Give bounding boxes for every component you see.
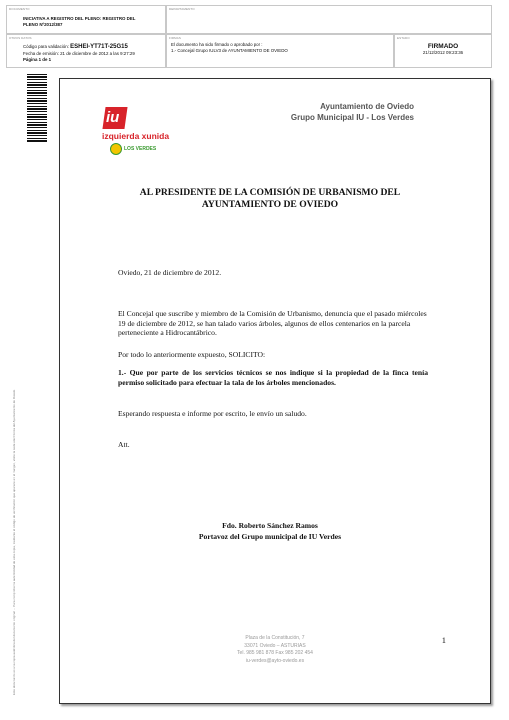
title-line2: AYUNTAMIENTO DE OVIEDO	[201, 199, 339, 210]
logo-text: iu	[106, 109, 120, 126]
footer-line3: Tel. 985 981 878 Fax 985 202 454	[237, 650, 313, 657]
page-number: 1	[441, 635, 446, 645]
signer-role: Portavoz del Grupo municipal de IU Verdes	[198, 531, 342, 541]
signer-name: Fdo. Roberto Sánchez Ramos	[222, 521, 318, 530]
status-label: ESTADO	[397, 36, 410, 40]
emission-date: Fecha de emisión: 21 de diciembre de 2012 a las 9:27:29	[23, 51, 135, 56]
department-label: DEPARTAMENTO	[169, 7, 195, 11]
signatures-box	[166, 34, 394, 68]
footer-line4: iu-verdes@ayto-oviedo.es	[245, 657, 305, 664]
letter-paragraph2: Por todo lo anteriormente expuesto, SOLICITO:	[118, 350, 266, 359]
signed-line1: El documento ha sido firmado o aprobado por :	[171, 42, 263, 47]
letter-paragraph1: El Concejal que suscribe y miembro de la Comisión de Urbanismo, denuncia que el pasado miércoles 19 de diciembre de 2012, se han talado varios árboles, algunos de ellos centenarios en la parcela perteneciente a Hidrocantábrico.	[118, 309, 427, 338]
letter-closing: Esperando respuesta e informe por escrito, le envío un saludo.	[118, 409, 307, 418]
logo-name: izquierda xunida	[102, 131, 170, 141]
letter-page	[59, 78, 491, 704]
validation-line	[23, 44, 128, 51]
status-box	[394, 34, 492, 68]
doc-box-label: DOCUMENTO	[9, 7, 30, 11]
letter-date: Oviedo, 21 de diciembre de 2012.	[118, 268, 222, 277]
letter-request: 1.- Que por parte de los servicios técnicos se nos indique si la propiedad de la finca tenía permiso solicitado para efectuar la tala de los árboles mencionados.	[118, 368, 428, 387]
status-date: 21/12/2012 09:23:36	[422, 50, 464, 55]
logo-sub: LOS VERDES	[124, 146, 157, 152]
signatures-label: FIRMAS	[169, 36, 181, 40]
title-line1: AL PRESIDENTE DE LA COMISIÓN DE URBANISMO DEL	[139, 187, 401, 198]
side-validation-text: Este documento es una copia auténtica del documento original ... Para comprobar la autenticidad de esta copia, mediante el código de verificación que aparece en el margen, visite la sede electrónica del Ayuntamiento de Oviedo	[12, 389, 16, 695]
page-info: Página 1 de 1	[23, 57, 52, 62]
other-data-box	[6, 34, 166, 68]
validation-code: ESHEI-YT71T-25G15	[70, 44, 128, 50]
signature-block	[100, 521, 440, 542]
sunflower-icon	[110, 143, 122, 155]
letter-att: Att.	[118, 440, 130, 449]
party-logo	[102, 107, 170, 163]
department-box	[166, 5, 492, 34]
ayto-line1: Ayuntamiento de Oviedo	[320, 102, 414, 111]
footer-line2: 33071 Oviedo – ASTURIAS	[244, 642, 306, 649]
barcode-image	[27, 74, 47, 142]
letter-title	[100, 187, 440, 211]
validation-label: Código para validación:	[23, 44, 69, 49]
ayto-line2: Grupo Municipal IU - Los Verdes	[290, 113, 414, 122]
doc-title-box	[6, 5, 166, 34]
status-value: FIRMADO	[427, 43, 459, 50]
doc-title-line1: INICIATIVA A REGISTRO DEL PLENO: REGISTRO DEL	[23, 16, 136, 21]
letter-footer	[200, 635, 350, 665]
doc-title-line2: PLENO Nº2012/387	[23, 22, 63, 27]
signed-line2: 1.- Concejal Grupo IULV3 de AYUNTAMIENTO DE OVIEDO	[171, 48, 288, 53]
other-data-label: OTROS DATOS	[9, 36, 32, 40]
footer-line1: Plaza de la Constitución, 7	[245, 635, 305, 641]
letterhead-org	[291, 101, 414, 123]
